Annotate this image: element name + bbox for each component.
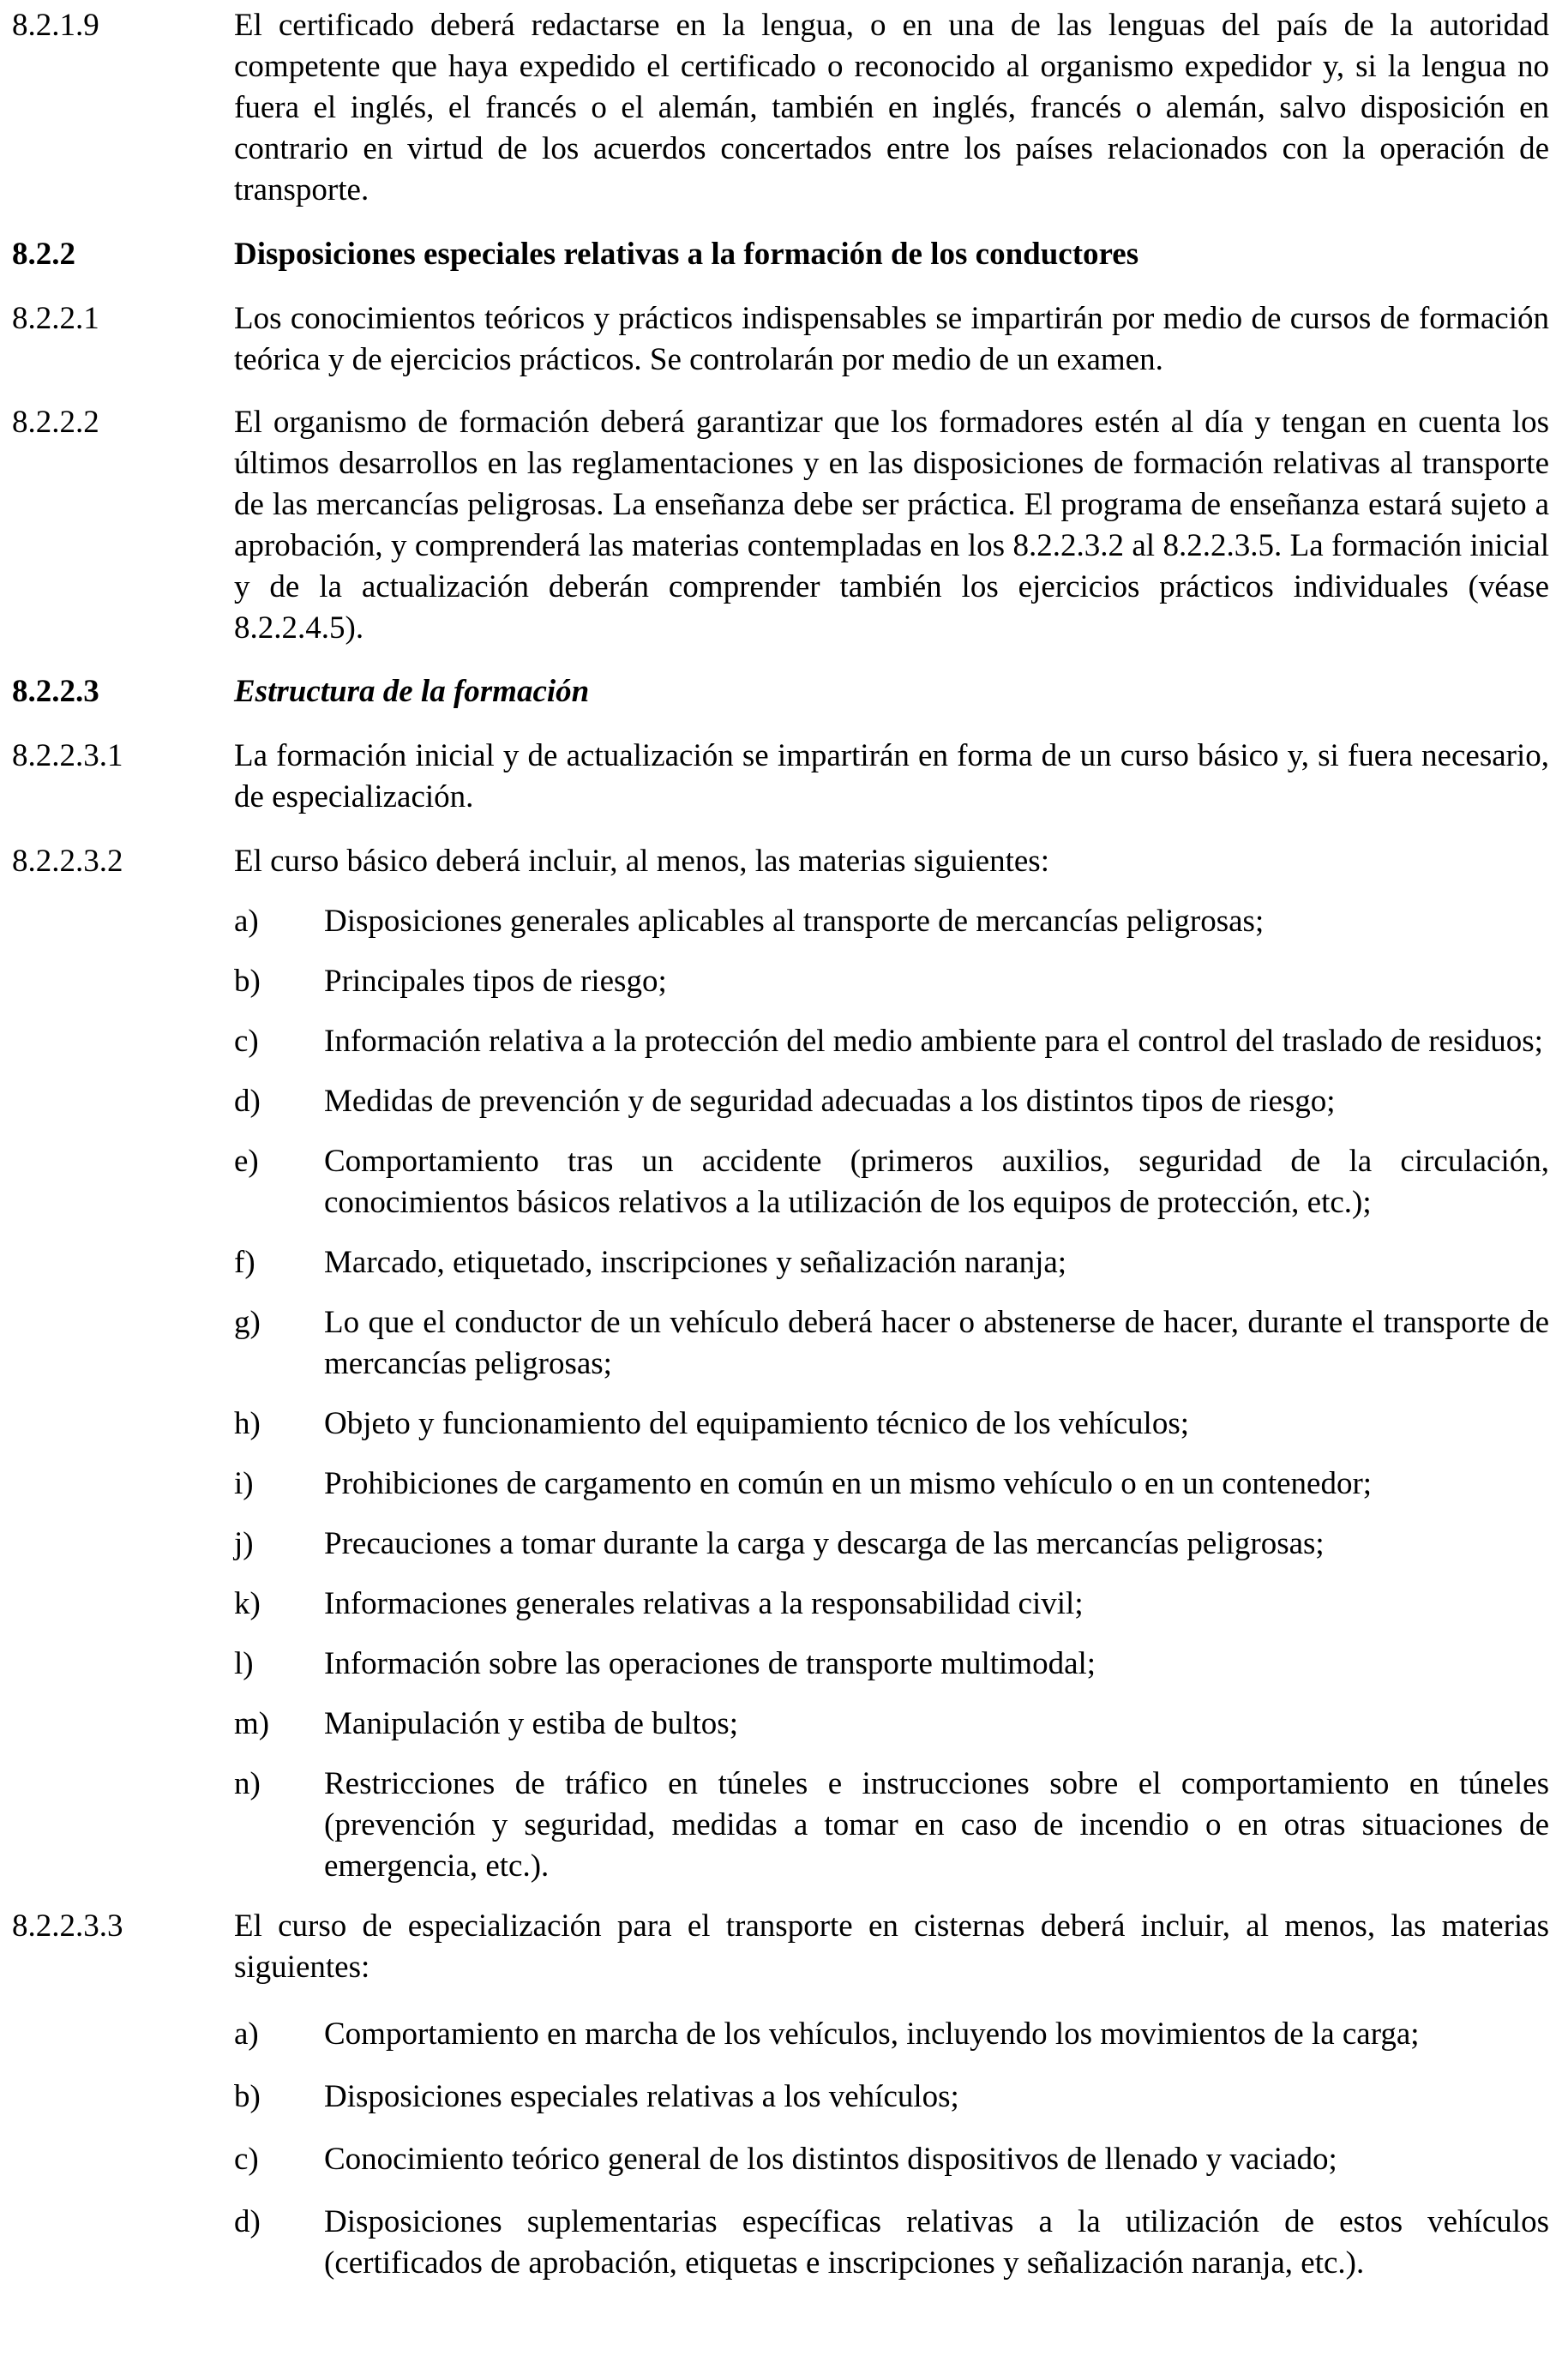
list-item-letter: g)	[234, 1305, 261, 1340]
paragraph-8-2-2-1	[12, 298, 1549, 381]
list-item-letter: j)	[234, 1526, 254, 1561]
list-item-text: Lo que el conductor de un vehículo deberá hacer o abstenerse de hacer, durante el transporte de mercancías peligrosas;	[324, 1305, 1549, 1381]
list-item	[234, 961, 1549, 1002]
list-item-text: Precauciones a tomar durante la carga y descarga de las mercancías peligrosas;	[324, 1526, 1325, 1561]
section-number: 8.2.2.2	[12, 405, 99, 440]
list-item-letter: a)	[234, 904, 259, 939]
paragraph-8-2-2-3-1	[12, 736, 1549, 818]
list-item-letter: b)	[234, 2079, 261, 2114]
basic-course-list	[234, 901, 1549, 1887]
list-item-letter: l)	[234, 1646, 254, 1681]
list-item-text: Principales tipos de riesgo;	[324, 964, 667, 999]
list-item	[234, 1021, 1549, 1062]
list-item	[234, 1463, 1549, 1505]
section-number: 8.2.2.3.1	[12, 738, 123, 773]
list-item-text: Conocimiento teórico general de los distintos dispositivos de llenado y vaciado;	[324, 2142, 1337, 2177]
list-item	[234, 1584, 1549, 1625]
list-item-text: Manipulación y estiba de bultos;	[324, 1706, 738, 1741]
section-number: 8.2.2.1	[12, 301, 99, 336]
list-item	[234, 1081, 1549, 1122]
section-heading: Disposiciones especiales relativas a la formación de los conductores	[234, 237, 1139, 272]
list-item-letter: d)	[234, 1084, 261, 1119]
list-item-text: Prohibiciones de cargamento en común en un mismo vehículo o en un contenedor;	[324, 1466, 1373, 1501]
list-item-text: Medidas de prevención y de seguridad adecuadas a los distintos tipos de riesgo;	[324, 1084, 1336, 1119]
list-item-letter: k)	[234, 1586, 261, 1621]
list-item-text: Restricciones de tráfico en túneles e instrucciones sobre el comportamiento en túneles (prevención y seguridad, medidas a tomar en caso de incendio o en otras situaciones de emergencia, etc.).	[324, 1766, 1549, 1884]
list-item-letter: b)	[234, 964, 261, 999]
list-item	[234, 2076, 1549, 2118]
list-item-letter: c)	[234, 2142, 259, 2177]
list-item-text: Informaciones generales relativas a la responsabilidad civil;	[324, 1586, 1084, 1621]
heading-8-2-2	[12, 234, 1549, 275]
list-item-letter: e)	[234, 1144, 259, 1179]
list-item-text: Objeto y funcionamiento del equipamiento técnico de los vehículos;	[324, 1406, 1190, 1441]
list-item	[234, 1704, 1549, 1745]
list-item	[234, 901, 1549, 942]
list-item	[234, 1764, 1549, 1887]
list-item-text: Marcado, etiquetado, inscripciones y señalización naranja;	[324, 1245, 1067, 1280]
list-item	[234, 1242, 1549, 1283]
section-number: 8.2.2	[12, 237, 75, 272]
list-item	[234, 2139, 1549, 2180]
list-item	[234, 2014, 1549, 2055]
paragraph-8-2-2-3-2	[12, 841, 1549, 882]
paragraph-8-2-2-2	[12, 402, 1549, 649]
section-heading: Estructura de la formación	[234, 674, 590, 709]
list-item-letter: m)	[234, 1706, 270, 1741]
list-item-letter: n)	[234, 1766, 261, 1801]
list-item-letter: a)	[234, 2016, 259, 2052]
list-item-text: Disposiciones generales aplicables al transporte de mercancías peligrosas;	[324, 904, 1265, 939]
list-item-letter: f)	[234, 1245, 255, 1280]
list-item	[234, 1141, 1549, 1223]
heading-8-2-2-3	[12, 671, 1549, 712]
list-item	[234, 1302, 1549, 1385]
list-item	[234, 1403, 1549, 1445]
list-item	[234, 1524, 1549, 1565]
paragraph-text: La formación inicial y de actualización se impartirán en forma de un curso básico y, si fuera necesario, de especialización.	[234, 738, 1549, 814]
tank-course-list	[234, 2014, 1549, 2284]
section-number: 8.2.2.3	[12, 674, 99, 709]
list-item-letter: i)	[234, 1466, 254, 1501]
list-item-letter: h)	[234, 1406, 261, 1441]
list-item-text: Información relativa a la protección del medio ambiente para el control del traslado de residuos;	[324, 1024, 1543, 1059]
list-item-text: Comportamiento tras un accidente (primeros auxilios, seguridad de la circulación, conocimientos básicos relativos a la utilización de los equipos de protección, etc.);	[324, 1144, 1549, 1220]
paragraph-text: El curso de especialización para el transporte en cisternas deberá incluir, al menos, las materias siguientes:	[234, 1908, 1549, 1985]
list-item-letter: d)	[234, 2204, 261, 2239]
list-item-text: Comportamiento en marcha de los vehículos, incluyendo los movimientos de la carga;	[324, 2016, 1420, 2052]
section-number: 8.2.2.3.3	[12, 1908, 123, 1944]
section-number: 8.2.2.3.2	[12, 844, 123, 879]
list-item-text: Disposiciones especiales relativas a los vehículos;	[324, 2079, 959, 2114]
paragraph-text: El curso básico deberá incluir, al menos, las materias siguientes:	[234, 844, 1049, 879]
paragraph-text: El certificado deberá redactarse en la lengua, o en una de las lenguas del país de la autoridad competente que haya expedido el certificado o reconocido al organismo expedidor y, si la lengua no fuera el inglés, el francés o el alemán, también en inglés, francés o alemán, salvo disposición en contrario en virtud de los acuerdos concertados entre los países relacionados con la operación de transporte.	[234, 8, 1549, 207]
paragraph-text: Los conocimientos teóricos y prácticos indispensables se impartirán por medio de cursos de formación teórica y de ejercicios prácticos. Se controlarán por medio de un examen.	[234, 301, 1549, 377]
paragraph-8-2-1-9	[12, 5, 1549, 211]
list-item-text: Información sobre las operaciones de transporte multimodal;	[324, 1646, 1096, 1681]
section-number: 8.2.1.9	[12, 8, 99, 43]
list-item-letter: c)	[234, 1024, 259, 1059]
document-page	[12, 5, 1549, 2284]
list-item-text: Disposiciones suplementarias específicas relativas a la utilización de estos vehículos (certificados de aprobación, etiquetas e inscripciones y señalización naranja, etc.).	[324, 2204, 1549, 2281]
list-item	[234, 2202, 1549, 2284]
list-item	[234, 1644, 1549, 1685]
paragraph-text: El organismo de formación deberá garantizar que los formadores estén al día y tengan en cuenta los últimos desarrollos en las reglamentaciones y en las disposiciones de formación relativas al transporte de las mercancías peligrosas. La enseñanza debe ser práctica. El programa de enseñanza estará sujeto a aprobación, y comprenderá las materias contempladas en los 8.2.2.3.2 al 8.2.2.3.5. La formación inicial y de la actualización deberán comprender también los ejercicios prácticos individuales (véase 8.2.2.4.5).	[234, 405, 1549, 646]
paragraph-8-2-2-3-3	[12, 1906, 1549, 1988]
